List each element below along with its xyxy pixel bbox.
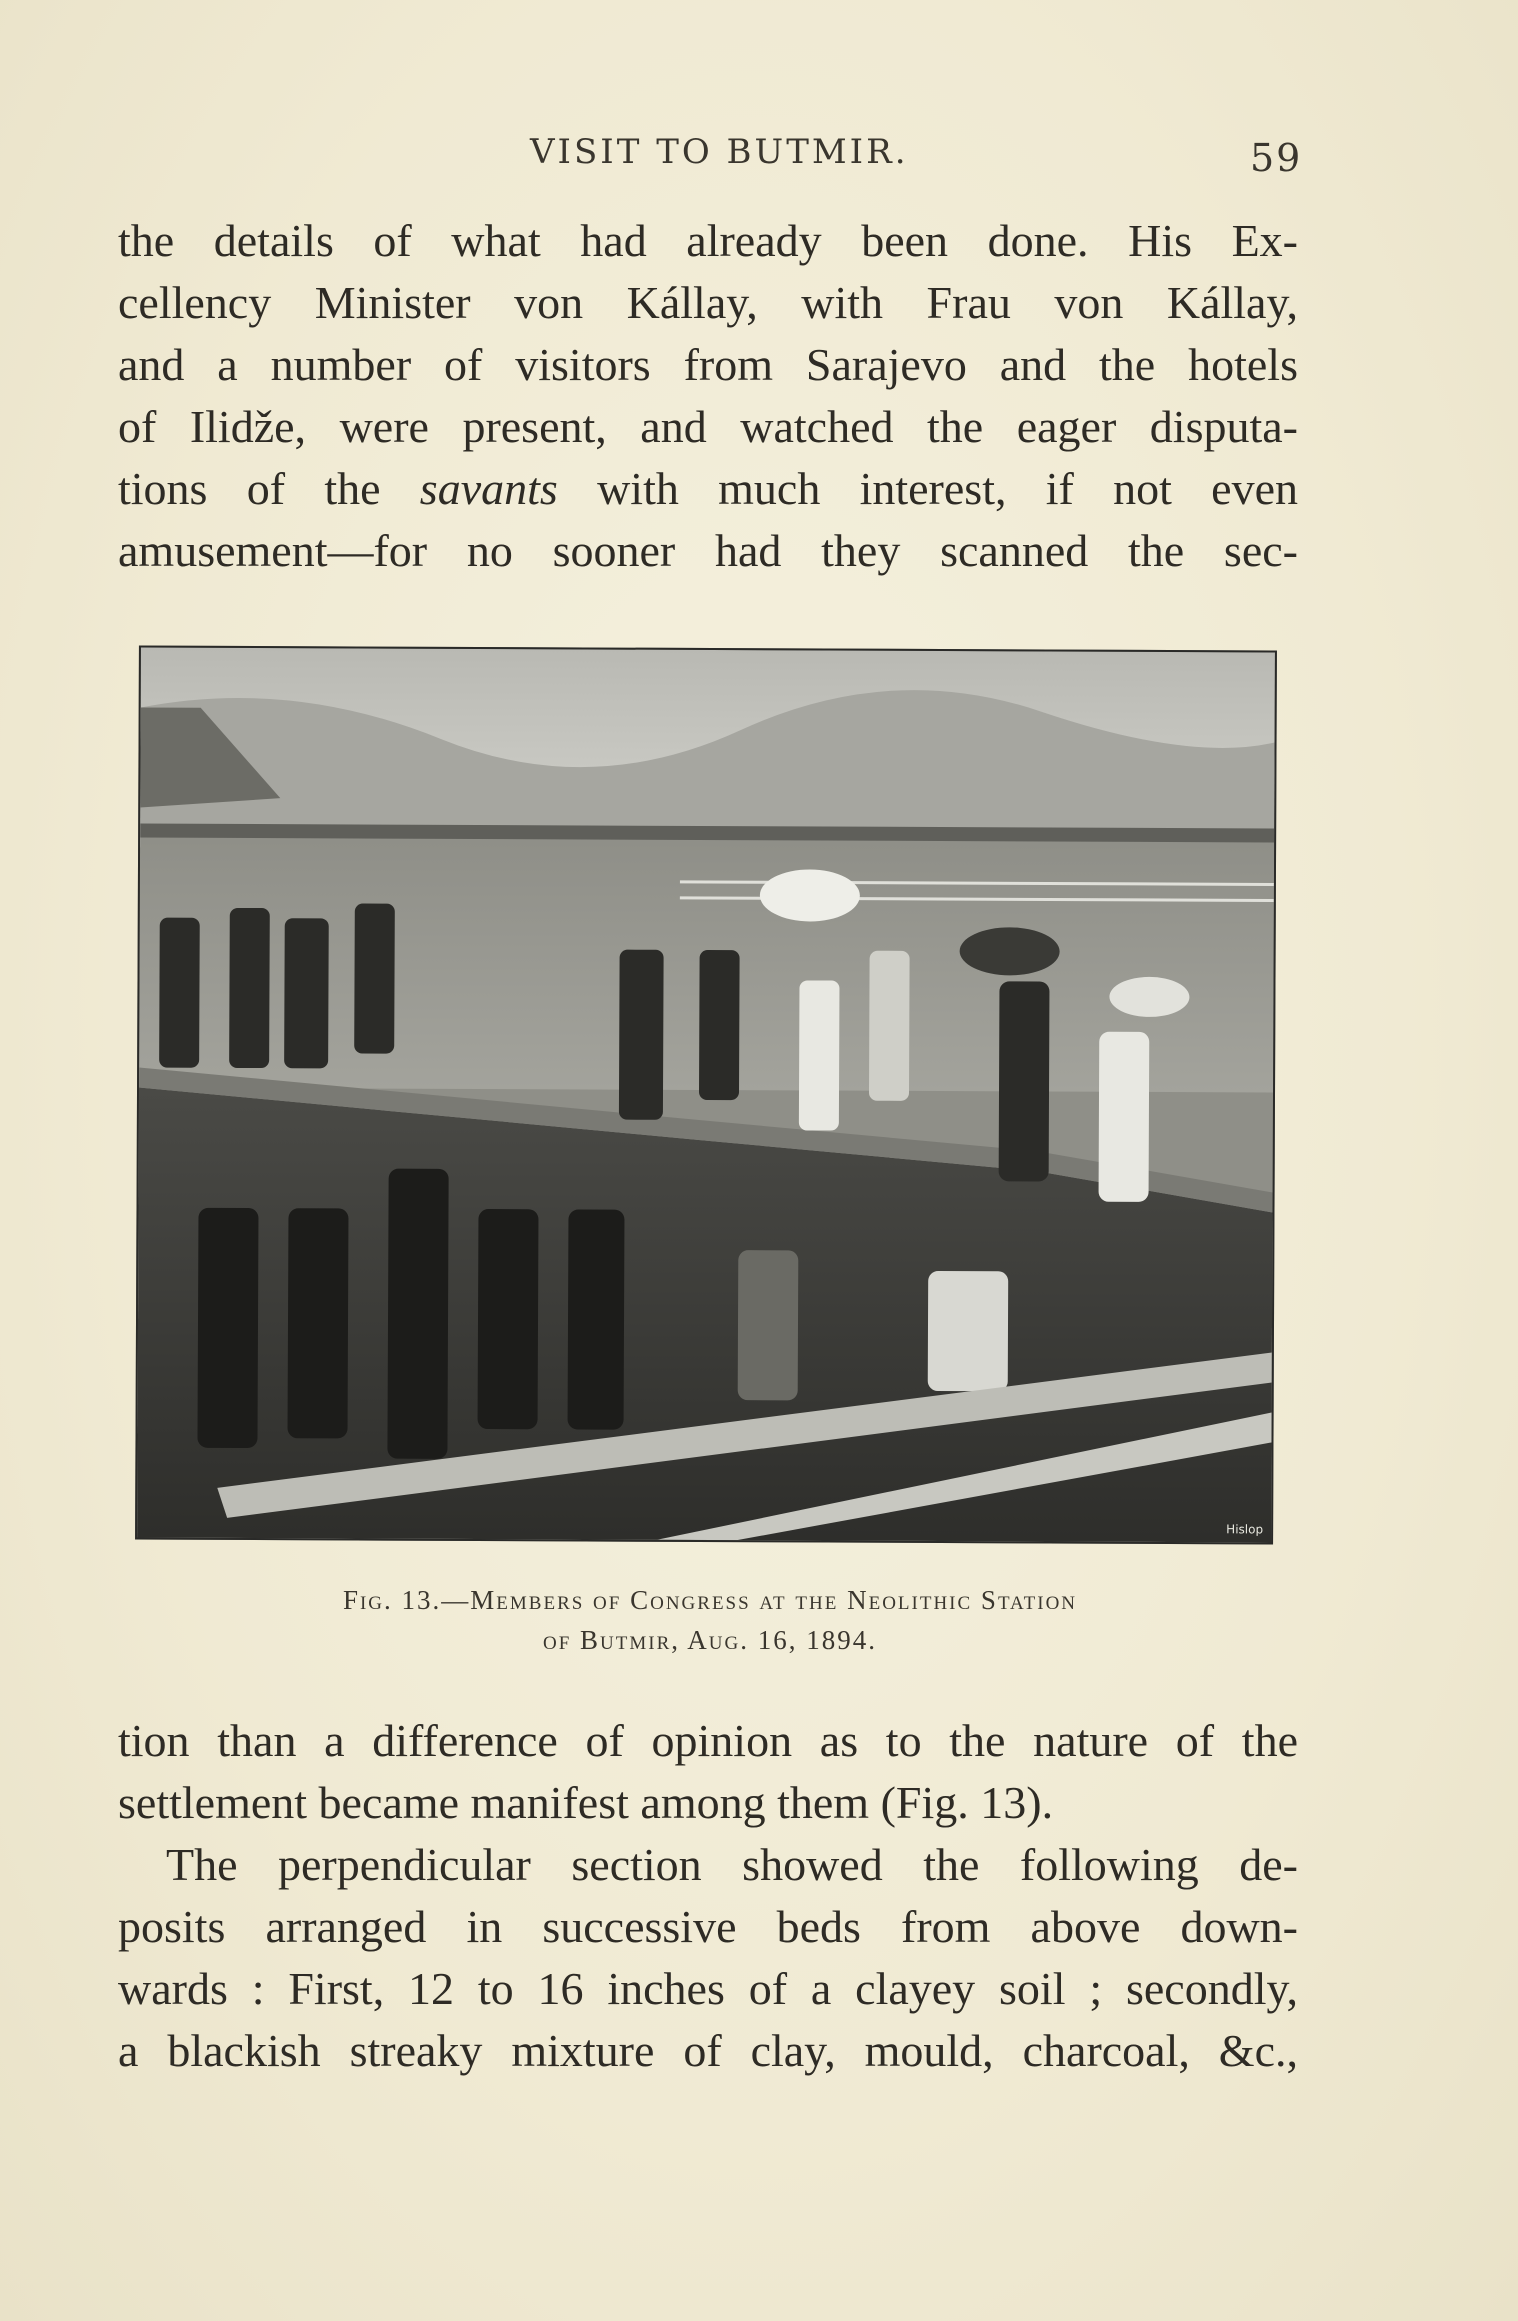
text-line: the details of what had already been done. His Ex- xyxy=(118,215,1298,266)
text-line: The perpendicular section showed the following de- xyxy=(166,1839,1298,1890)
text-line: cellency Minister von Kállay, with Frau von Kállay, xyxy=(118,277,1298,328)
parasol xyxy=(1109,977,1189,1017)
photograph-illustration xyxy=(137,648,1275,1543)
text-line: a blackish streaky mixture of clay, mould, charcoal, &c., xyxy=(118,2025,1298,2076)
text-line-with-italic xyxy=(118,458,1298,520)
body-text-bottom xyxy=(118,1710,1298,2082)
text-line: settlement became manifest among them (Fig. 13). xyxy=(118,1777,1054,1828)
running-head: VISIT TO BUTMIR. xyxy=(530,132,909,172)
page-number: 59 xyxy=(1250,136,1303,180)
text-line: tion than a difference of opinion as to the nature of the xyxy=(118,1715,1298,1766)
text-line: of Ilidže, were present, and watched the eager disputa- xyxy=(118,401,1298,452)
figure-photograph xyxy=(135,646,1277,1545)
caption-line: Fig. 13.—Members of Congress at the Neolithic Station xyxy=(342,1585,1078,1615)
text-span: with much interest, if not even xyxy=(557,463,1298,514)
parasol xyxy=(760,869,860,921)
parasol xyxy=(960,927,1060,975)
italic-word: savants xyxy=(419,463,558,514)
text-line: posits arranged in successive beds from above down- xyxy=(118,1901,1298,1952)
body-text-top xyxy=(118,210,1298,582)
text-line: amusement—for no sooner had they scanned the sec- xyxy=(118,525,1298,576)
figure-caption xyxy=(150,1580,1270,1660)
caption-line: of Butmir, Aug. 16, 1894. xyxy=(543,1625,877,1655)
text-span: tions of the xyxy=(118,463,420,514)
text-line: wards : First, 12 to 16 inches of a clayey soil ; secondly, xyxy=(118,1963,1298,2014)
text-line: and a number of visitors from Sarajevo and the hotels xyxy=(118,339,1298,390)
engraver-signature: Hislop xyxy=(1226,1522,1264,1537)
